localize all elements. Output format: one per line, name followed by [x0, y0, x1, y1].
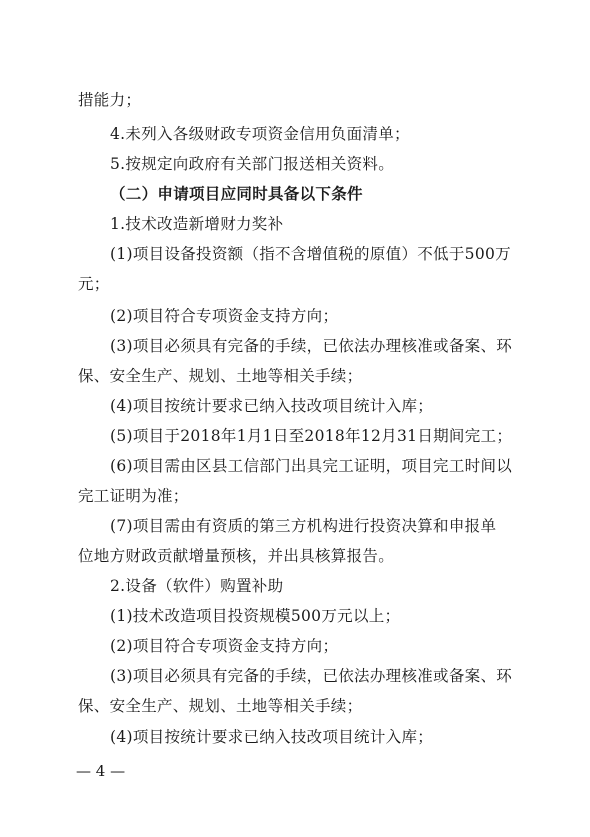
text-line: (6)项目需由区县工信部门出具完工证明，项目完工时间以: [110, 457, 513, 475]
text-line: (1)项目设备投资额（指不含增值税的原值）不低于500万: [110, 245, 511, 263]
text-line: 元；: [78, 275, 110, 293]
text-line: 完工证明为准；: [78, 487, 189, 505]
text-line: 1.技术改造新增财力奖补: [110, 215, 284, 233]
text-line: (2)项目符合专项资金支持方向；: [110, 307, 339, 325]
text-line: 2.设备（软件）购置补助: [110, 577, 284, 595]
text-line: (3)项目必须具有完备的手续，已依法办理核准或备案、环: [110, 667, 513, 685]
text-line: (5)项目于2018年1月1日至2018年12月31日期间完工；: [110, 427, 513, 445]
text-line: (3)项目必须具有完备的手续，已依法办理核准或备案、环: [110, 337, 513, 355]
text-line: 措能力；: [78, 91, 142, 109]
text-line: 5.按规定向政府有关部门报送相关资料。: [110, 155, 394, 173]
section-heading: （二）申请项目应同时具备以下条件: [110, 184, 363, 203]
text-line: (7)项目需由有资质的第三方机构进行投资决算和申报单: [110, 517, 497, 535]
page-number: — 4 —: [76, 762, 126, 780]
text-line: 保、安全生产、规划、土地等相关手续；: [78, 367, 363, 385]
text-line: 保、安全生产、规划、土地等相关手续；: [78, 697, 363, 715]
text-line: (4)项目按统计要求已纳入技改项目统计入库；: [110, 397, 434, 415]
text-line: (2)项目符合专项资金支持方向；: [110, 637, 339, 655]
text-line: (4)项目按统计要求已纳入技改项目统计入库；: [110, 728, 434, 746]
text-line: 位地方财政贡献增量预核，并出具核算报告。: [78, 547, 395, 565]
text-line: 4.未列入各级财政专项资金信用负面清单；: [110, 125, 410, 143]
text-line: (1)技术改造项目投资规模500万元以上；: [110, 607, 401, 625]
